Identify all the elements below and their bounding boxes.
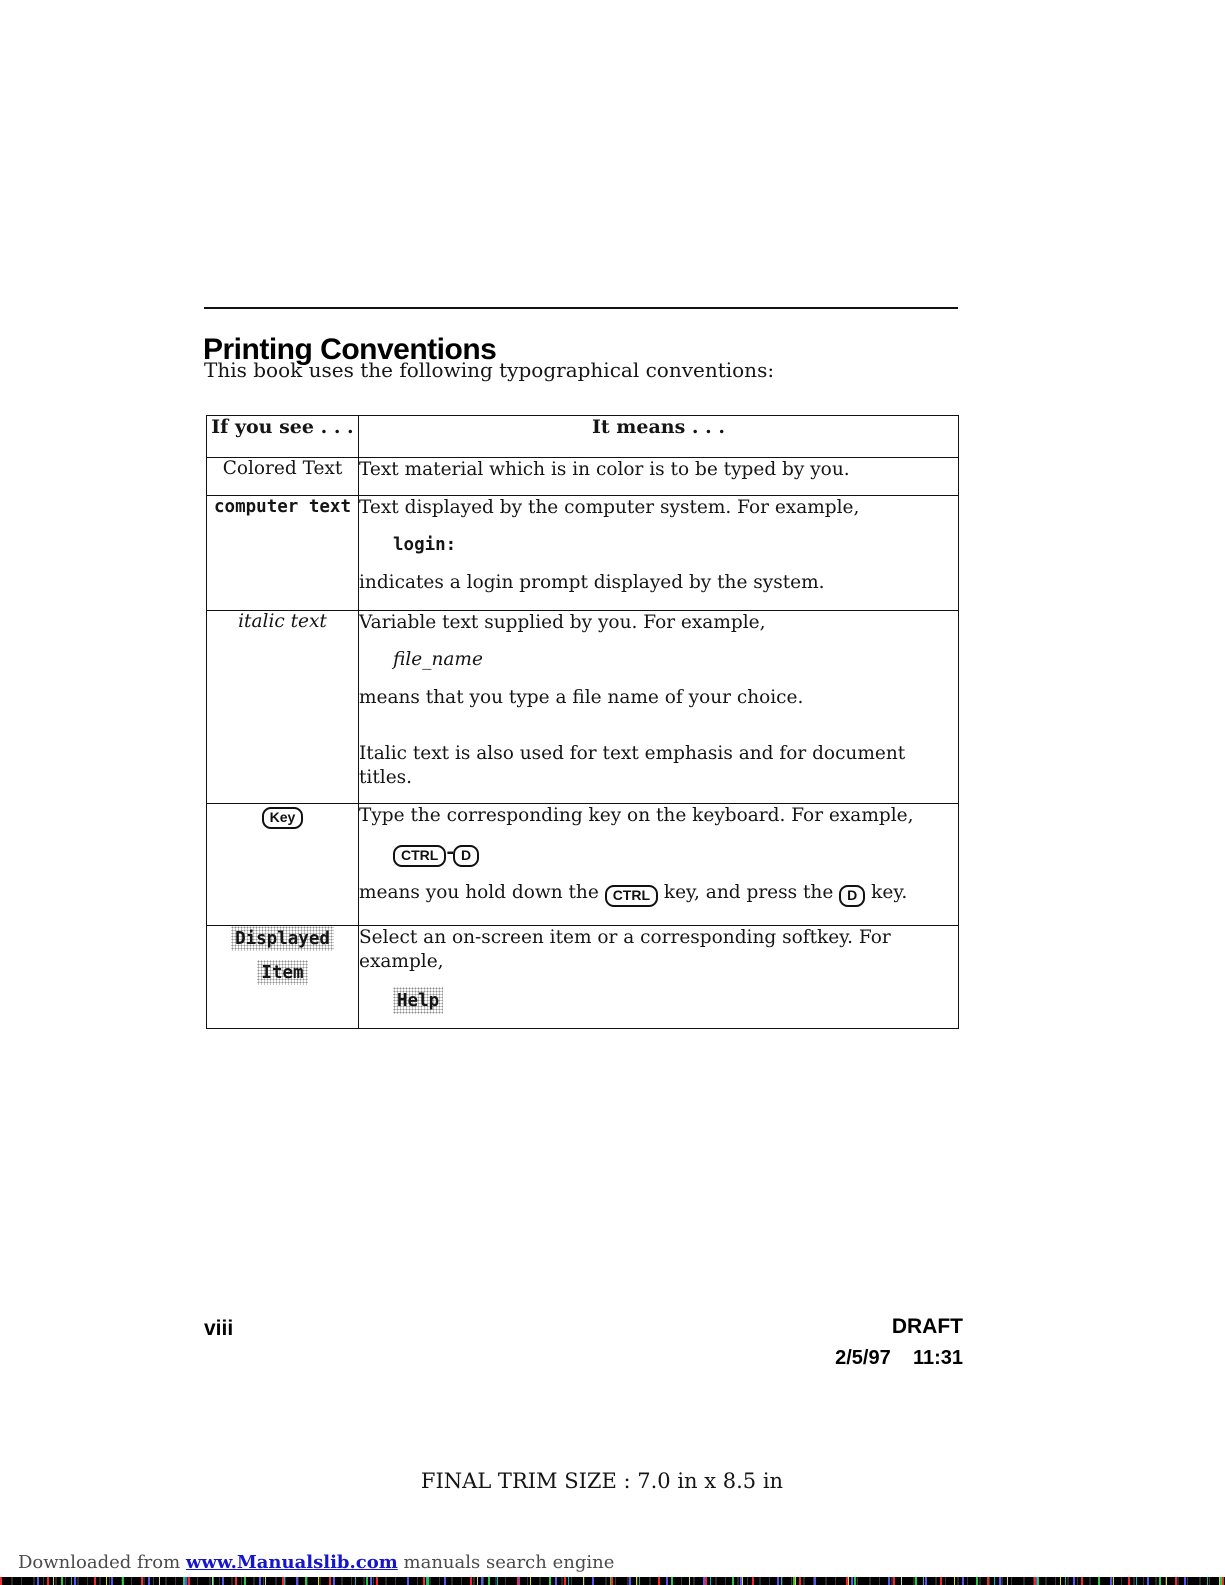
draft-datetime: 2/5/97 11:31 xyxy=(835,1347,963,1369)
it-means-cell xyxy=(359,458,959,496)
cell-line xyxy=(359,804,958,828)
key-connector: - xyxy=(446,842,454,863)
cell-text: means that you type a file name of your choice. xyxy=(359,687,804,708)
table-row xyxy=(207,926,959,1029)
table-row xyxy=(207,496,959,611)
cell-line xyxy=(359,686,958,710)
keycap: D xyxy=(453,845,479,867)
cell-line xyxy=(359,496,958,520)
table-row xyxy=(207,611,959,804)
page-title: Printing Conventions xyxy=(203,333,497,367)
cell-line xyxy=(393,533,958,557)
keycap: CTRL xyxy=(393,845,446,867)
watermark-link[interactable]: www.Manualslib.com xyxy=(185,1552,398,1573)
it-means-cell xyxy=(359,611,959,804)
displayed-item: Item xyxy=(257,960,307,985)
page-number: viii xyxy=(204,1317,234,1340)
cell-text: Text material which is in color is to be typed by you. xyxy=(359,459,850,480)
cell-line xyxy=(359,742,958,790)
keycap: CTRL xyxy=(605,885,658,907)
col-header-if-you-see: If you see . . . xyxy=(207,416,359,458)
computer-text: login: xyxy=(393,535,457,555)
keycap-line xyxy=(207,804,358,829)
cell-text: key. xyxy=(865,882,908,903)
if-you-see-cell xyxy=(207,611,359,804)
shaded-line xyxy=(207,926,358,951)
displayed-item: Help xyxy=(393,987,443,1014)
trim-size-note: FINAL TRIM SIZE : 7.0 in x 8.5 in xyxy=(420,1469,784,1493)
cell-line xyxy=(393,987,958,1014)
intro-text: This book uses the following typographical conventions: xyxy=(204,358,775,382)
cell-line xyxy=(393,648,958,672)
table-header-row xyxy=(207,416,959,458)
cell-text: Type the corresponding key on the keyboard. For example, xyxy=(359,805,914,826)
conventions-table-body xyxy=(207,458,959,1029)
cell-text: means you hold down the xyxy=(359,882,605,903)
cell-text: indicates a login prompt displayed by the system. xyxy=(359,572,825,593)
left-label: Colored Text xyxy=(222,458,343,479)
displayed-item: Displayed xyxy=(231,926,334,951)
draft-stamp xyxy=(835,1315,963,1370)
left-label: italic text xyxy=(238,611,327,632)
cell-line xyxy=(359,881,958,907)
table-row xyxy=(207,458,959,496)
cell-text: Text displayed by the computer system. For example, xyxy=(359,497,860,518)
it-means-cell xyxy=(359,496,959,611)
cell-line xyxy=(359,458,958,482)
watermark xyxy=(18,1552,614,1573)
shaded-line xyxy=(207,960,358,985)
col-header-it-means: It means . . . xyxy=(359,416,959,458)
watermark-suffix: manuals search engine xyxy=(397,1552,615,1573)
cell-text: Italic text is also used for text emphasis and for document titles. xyxy=(359,743,906,788)
it-means-cell xyxy=(359,926,959,1029)
left-label: computer text xyxy=(214,497,351,517)
scan-edge-band xyxy=(0,1577,1225,1585)
section-divider-rule xyxy=(204,307,958,309)
cell-line xyxy=(359,926,958,974)
if-you-see-cell xyxy=(207,458,359,496)
cell-text: Variable text supplied by you. For example, xyxy=(359,612,766,633)
watermark-prefix: Downloaded from xyxy=(18,1552,186,1573)
it-means-cell xyxy=(359,804,959,926)
if-you-see-cell xyxy=(207,496,359,611)
if-you-see-cell xyxy=(207,926,359,1029)
if-you-see-cell xyxy=(207,804,359,926)
cell-text: Select an on-screen item or a corresponding softkey. For example, xyxy=(359,927,891,972)
keycap: Key xyxy=(262,807,304,829)
cell-line xyxy=(359,571,958,595)
table-row xyxy=(207,804,959,926)
cell-line xyxy=(393,841,958,867)
cell-line xyxy=(359,611,958,635)
italic-text: file_name xyxy=(393,649,483,670)
keycap: D xyxy=(839,885,865,907)
draft-label: DRAFT xyxy=(891,1315,963,1338)
conventions-table xyxy=(206,415,959,1029)
cell-text: key, and press the xyxy=(658,882,840,903)
